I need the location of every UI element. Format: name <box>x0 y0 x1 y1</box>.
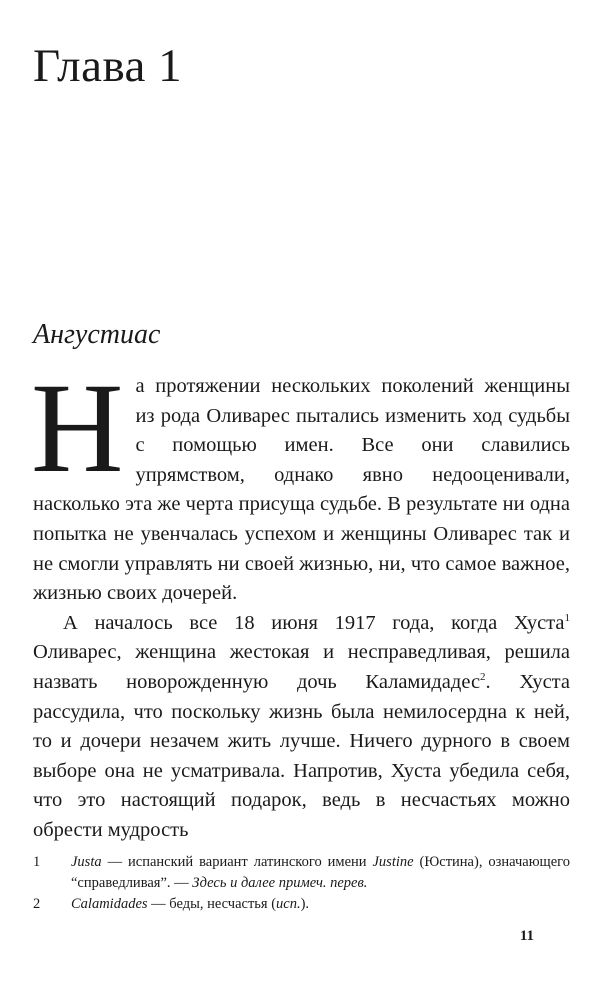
footnotes <box>33 852 570 915</box>
footnote-term-2: Justine <box>372 854 414 870</box>
footnote-text-part: (Юстина), означающего “справедливая”. — <box>71 854 570 891</box>
paragraph-2-text-b: Оливарес, женщина жестокая и несправедливая, решила назвать новорожденную дочь Каламидадес <box>33 641 570 693</box>
section-title: Ангустиас <box>33 319 161 350</box>
footnote-number: 2 <box>33 896 41 912</box>
paragraph-1 <box>31 357 570 609</box>
footnote-text-part: ). <box>300 896 310 912</box>
footnote-text-part: — испанский вариант латинского имени <box>101 854 373 870</box>
footnote-ref-2[interactable]: 2 <box>480 671 486 684</box>
footnote-2 <box>33 894 570 915</box>
footnote-term: Justa <box>71 854 102 870</box>
paragraph-2-text-a: А началось все 18 июня 1917 года, когда Хуста <box>63 611 565 634</box>
chapter-title: Глава 1 <box>33 40 183 92</box>
footnote-ref-1[interactable]: 1 <box>564 611 570 624</box>
footnote-number: 1 <box>33 854 41 870</box>
page-number: 11 <box>519 928 534 944</box>
drop-cap: Н <box>31 357 124 499</box>
paragraph-2-text-c: . Хуста рассудила, что поскольку жизнь была немилосердна к ней, то и дочери незачем жить лучше. Ничего дурного в своем выборе она не усматривала. Напротив, Хуста убедила себя, что это настоящий подарок, ведь в несчастьях можно обрести мудрость <box>33 670 570 841</box>
paragraph-1-text: а протяжении нескольких поколений женщины из рода Оливарес пытались изменить ход судьбы с помощью имен. Все они славились упрямством, однако явно недооценивали, насколько эта же черта присуща судьбе. В результате ни одна попытка не увенчалась успехом и женщины Оливарес так и не смогли управлять ни своей жизнью, ни, что самое важное, жизнью своих дочерей. <box>33 375 570 605</box>
footnote-1 <box>33 852 570 894</box>
body-text <box>31 357 570 846</box>
footnote-text <box>71 894 570 915</box>
footnote-text-part: — беды, несчастья ( <box>147 896 277 912</box>
footnote-text <box>71 852 570 894</box>
footnote-note: исп. <box>276 896 301 912</box>
paragraph-2 <box>33 609 570 846</box>
footnote-note: Здесь и далее примеч. перев. <box>192 875 368 891</box>
footnote-term: Calamidades <box>71 896 148 912</box>
